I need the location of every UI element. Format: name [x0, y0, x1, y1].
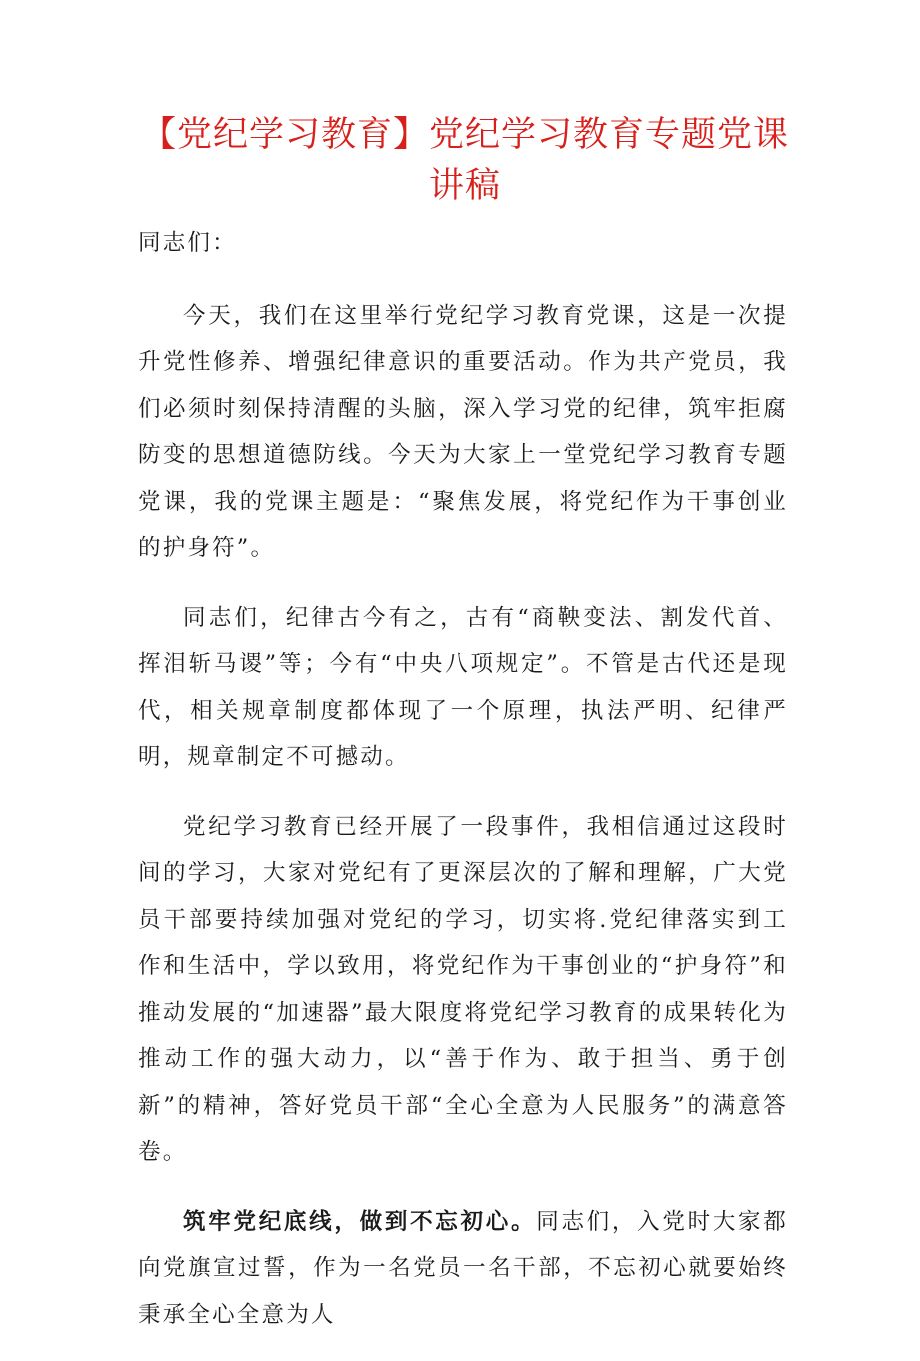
paragraph-4-heading: 筑牢党纪底线，做到不忘初心。	[183, 1208, 537, 1235]
salutation: 同志们：	[138, 230, 237, 256]
title-line-1: 【党纪学习教育】党纪学习教育专题党课	[140, 115, 789, 155]
paragraph-1: 今天，我们在这里举行党纪学习教育党课，这是一次提升党性修养、增强纪律意识的重要活动。作为共产党员，我们必须时刻保持清醒的头脑，深入学习党的纪律，筑牢拒腐防变的思想道德防线。今天为大家上一堂党纪学习教育专题党课，我的党课主题是：“聚焦发展，将党纪作为干事创业的护身符”。	[138, 302, 788, 561]
title-line-2: 讲稿	[428, 166, 501, 206]
document-body	[138, 220, 788, 1361]
paragraph-4-text: 同志们，入党时大家都向党旗宣过誓，作为一名党员一名干部，不忘初心就要始终秉承全心全意为人	[138, 1208, 788, 1328]
document-title	[120, 110, 810, 212]
paragraph-3: 党纪学习教育已经开展了一段事件，我相信通过这段时间的学习，大家对党纪有了更深层次的了解和理解，广大党员干部要持续加强对党纪的学习，切实将.党纪律落实到工作和生活中，学以致用，将党纪作为干事创业的“护身符”和推动发展的“加速器”最大限度将党纪学习教育的成果转化为推动工作的强大动力，以“善于作为、敢于担当、勇于创新”的精神，答好党员干部“全心全意为人民服务”的满意答卷。	[138, 813, 788, 1165]
paragraph-4	[138, 1199, 788, 1339]
paragraph-2: 同志们，纪律古今有之，古有“商鞅变法、割发代首、挥泪斩马谡”等；今有“中央八项规定”。不管是古代还是现代，相关规章制度都体现了一个原理，执法严明、纪律严明，规章制定不可撼动。	[138, 604, 788, 770]
